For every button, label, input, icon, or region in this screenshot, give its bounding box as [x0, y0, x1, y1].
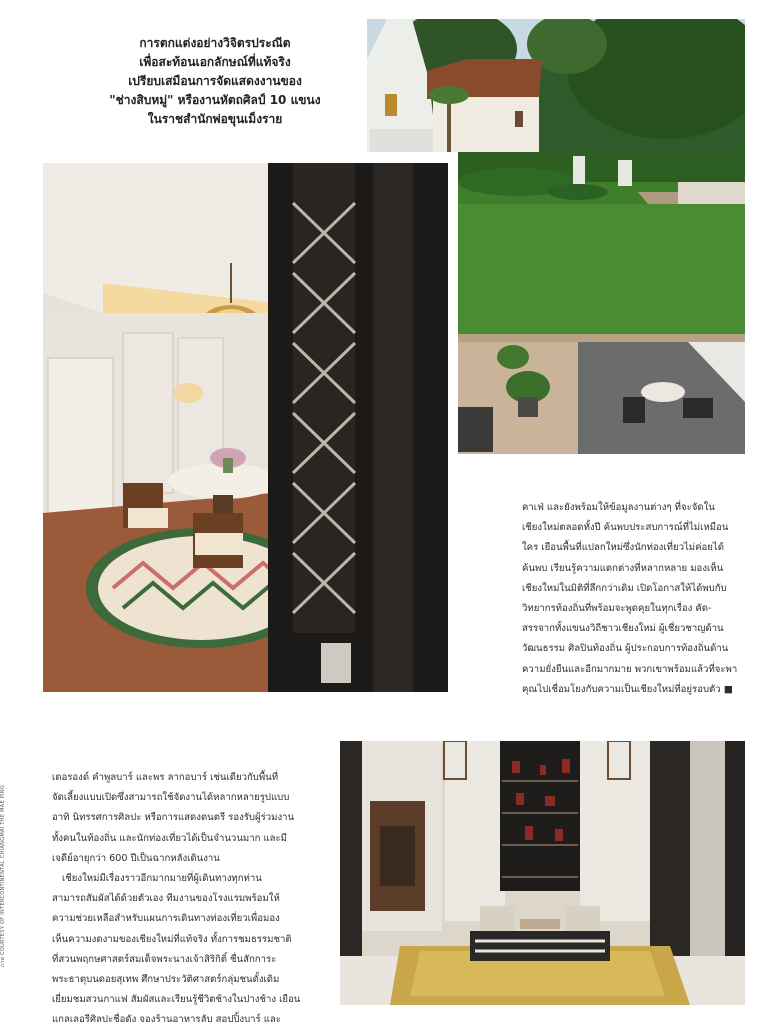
text-line: สรรจากทั้งแขนงวิถีชาวเชียงใหม่ ผู้เชี่ยวชาญด้าน [522, 623, 724, 635]
caption-line: การตกแต่งอย่างวิจิตรประณีต [139, 36, 291, 50]
text-line: เชียงใหม่ในมิติที่ลึกกว่าเดิม เปิดโอกาสให้ได้พบกับ [522, 582, 727, 594]
text-line: จัดเลี้ยงแบบเปิดซึ่งสามารถใช้จัดงานได้หลากหลายรูปแบบ [52, 792, 290, 804]
caption-line: เพื่อสะท้อนเอกลักษณ์ที่แท้จริง [139, 55, 291, 69]
text-line: ทั้งคนในท้องถิ่น และนักท่องเที่ยวได้เป็นจำนวนมาก และมี [52, 832, 287, 844]
photo-credit [0, 780, 12, 980]
garden-lawn-photo [458, 152, 745, 454]
text-line: เจดีย์อายุกว่า 600 ปีเป็นฉากหลังเดินงาน [52, 852, 220, 864]
right-column-text [522, 498, 754, 700]
text-line: คาเฟ่ และยังพร้อมให้ข้อมูลงานต่างๆ ที่จะจัดใน [522, 502, 715, 513]
caption-line: เปรียบเสมือนการจัดแสดงงานของ [128, 74, 302, 88]
text-line: คุณไปเชื่อมโยงกับความเป็นเชียงใหม่ที่อยู่รอบตัว ■ [522, 683, 733, 695]
text-line: เชียงใหม่มีเรื่องราวอีกมากมายที่ผู้เดินทางทุกท่าน [62, 873, 262, 885]
text-line: สามารถสัมผัสได้ด้วยตัวเอง ทีมงานของโรงแรมพร้อมให้ [52, 893, 280, 905]
text-line: ที่สวนพฤกษศาสตร์สมเด็จพระนางเจ้าสิริกิติ์ ชื่นสักการะ [52, 953, 277, 965]
text-line: ใคร เยือนพื้นที่แปลกใหม่ซึ่งนักท่องเที่ยวไม่ค่อยได้ [522, 542, 724, 554]
temple-photo [367, 19, 745, 152]
text-line: วิทยากรท้องถิ่นที่พร้อมจะพูดคุยในทุกเรื่อง คัด- [522, 603, 712, 615]
caption-line: ในราชสำนักพ่อขุนเม็งราย [147, 112, 283, 126]
photo-caption [96, 34, 334, 129]
text-line: แกลเลอรีศิลปะชื่อดัง จองร้านอาหารลับ สอปปิ้งบาร์ และ [52, 1014, 281, 1026]
dining-room-photo [43, 163, 448, 692]
left-column-text [52, 768, 302, 1031]
text-line: เยี่ยมชมสวนกาแฟ สัมผัสและเรียนรู้ชีวิตช้างในปางช้าง เยือน [52, 994, 301, 1006]
text-line: เดอรองด์ คำพูลบาร์ และพร ลากอบาร์ เช่นเดียวกับพื้นที่ [52, 772, 279, 783]
text-line: ความยั่งยืนและอีกมากมาย พวกเขาพร้อมแล้วที่จะพา [522, 663, 738, 675]
text-line: พระธาตุบนดอยสุเทพ ศึกษาประวัติศาสตร์กลุ่มชนดั้งเดิม [52, 974, 280, 986]
text-line: วัฒนธรรม ศิลปินท้องถิ่น ผู้ประกอบการท้องถิ่นด้าน [522, 643, 729, 655]
text-line: ความช่วยเหลือสำหรับแผนการเดินทางท่องเที่ยวเพื่อมอง [52, 913, 280, 925]
caption-line: "ช่างสิบหมู่" หรืองานหัตถศิลป์ 10 แขนง [109, 93, 321, 107]
text-line: เห็นความงดงามของเชียงใหม่ที่แท้จริง ทั้งการชมธรรมชาติ [52, 933, 292, 945]
text-line: ค้นพบ เรียนรู้ความแตกต่างที่หลากหลาย มองเห็น [522, 562, 724, 574]
text-line: เชียงใหม่ตลอดทั้งปี ค้นพบประสบการณ์ที่ไม่เหมือน [522, 522, 729, 534]
lobby-photo [340, 741, 745, 1005]
text-line: อาทิ นิทรรศการศิลปะ หรือการแสดงดนตรี รองรับผู้ร่วมงาน [52, 812, 295, 824]
photo-credit-text: ภาพ COURTESY OF INTERCONTINENTAL CHIANGMAI THE MAE PING [0, 784, 7, 968]
